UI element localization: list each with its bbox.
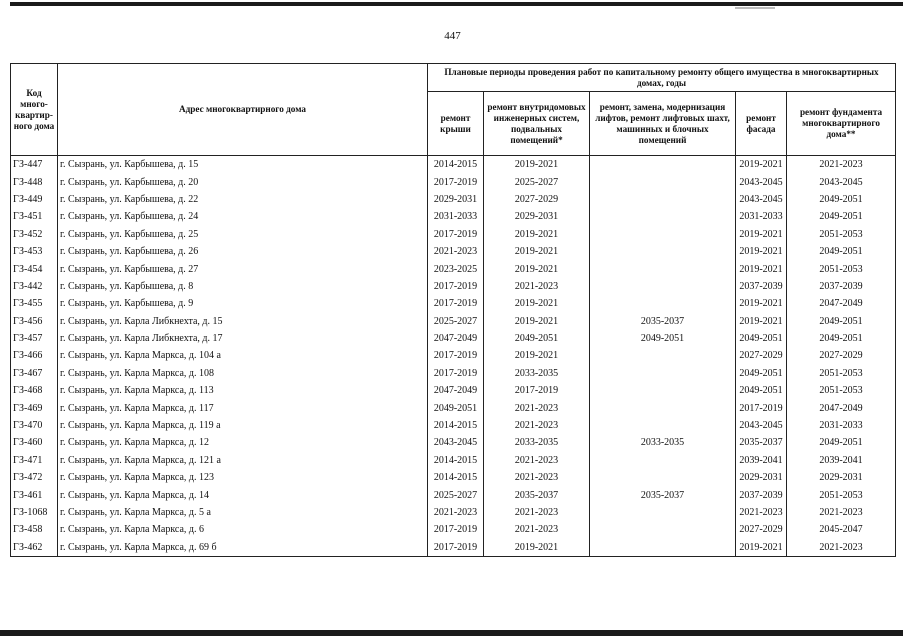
cell-foundation: 2021-2023 xyxy=(787,156,896,174)
table-row xyxy=(11,330,896,347)
table-row xyxy=(11,156,896,174)
cell-elevators xyxy=(590,452,736,469)
cell-foundation: 2039-2041 xyxy=(787,452,896,469)
cell-code: ГЗ-460 xyxy=(11,434,58,451)
cell-code: ГЗ-467 xyxy=(11,365,58,382)
table-row xyxy=(11,295,896,312)
cell-systems: 2019-2021 xyxy=(484,156,590,174)
cell-elevators xyxy=(590,365,736,382)
cell-foundation: 2049-2051 xyxy=(787,434,896,451)
cell-elevators xyxy=(590,417,736,434)
cell-foundation: 2049-2051 xyxy=(787,191,896,208)
table-row xyxy=(11,521,896,538)
cell-systems: 2019-2021 xyxy=(484,260,590,277)
cell-roof: 2017-2019 xyxy=(428,347,484,364)
cell-elevators xyxy=(590,382,736,399)
header-periods-group: Плановые периоды проведения работ по капитальному ремонту общего имущества в многоквартирных домах, годы xyxy=(428,64,896,92)
table-row xyxy=(11,208,896,225)
cell-address: г. Сызрань, ул. Карла Либкнехта, д. 17 xyxy=(58,330,428,347)
cell-systems: 2025-2027 xyxy=(484,173,590,190)
cell-systems: 2019-2021 xyxy=(484,539,590,557)
cell-elevators xyxy=(590,243,736,260)
cell-facade: 2037-2039 xyxy=(736,278,787,295)
cell-address: г. Сызрань, ул. Карбышева, д. 15 xyxy=(58,156,428,174)
capital-repair-schedule-table xyxy=(10,63,896,557)
table-row xyxy=(11,469,896,486)
table-row xyxy=(11,191,896,208)
cell-address: г. Сызрань, ул. Карбышева, д. 22 xyxy=(58,191,428,208)
cell-code: ГЗ-455 xyxy=(11,295,58,312)
cell-systems: 2021-2023 xyxy=(484,417,590,434)
cell-foundation: 2047-2049 xyxy=(787,295,896,312)
cell-code: ГЗ-468 xyxy=(11,382,58,399)
table-row xyxy=(11,313,896,330)
cell-elevators xyxy=(590,504,736,521)
scan-artifact xyxy=(735,7,775,9)
cell-facade: 2043-2045 xyxy=(736,417,787,434)
cell-foundation: 2021-2023 xyxy=(787,504,896,521)
cell-foundation: 2051-2053 xyxy=(787,382,896,399)
cell-address: г. Сызрань, ул. Карла Маркса, д. 117 xyxy=(58,399,428,416)
cell-foundation: 2029-2031 xyxy=(787,469,896,486)
cell-facade: 2035-2037 xyxy=(736,434,787,451)
cell-systems: 2021-2023 xyxy=(484,399,590,416)
cell-roof: 2017-2019 xyxy=(428,278,484,295)
cell-facade: 2039-2041 xyxy=(736,452,787,469)
cell-facade: 2031-2033 xyxy=(736,208,787,225)
cell-code: ГЗ-453 xyxy=(11,243,58,260)
cell-address: г. Сызрань, ул. Карбышева, д. 25 xyxy=(58,226,428,243)
cell-address: г. Сызрань, ул. Карбышева, д. 26 xyxy=(58,243,428,260)
cell-systems: 2029-2031 xyxy=(484,208,590,225)
header-roof: ремонт крыши xyxy=(428,92,484,156)
cell-systems: 2021-2023 xyxy=(484,469,590,486)
cell-systems: 2035-2037 xyxy=(484,486,590,503)
cell-systems: 2019-2021 xyxy=(484,243,590,260)
cell-foundation: 2043-2045 xyxy=(787,173,896,190)
cell-elevators xyxy=(590,539,736,557)
cell-foundation: 2051-2053 xyxy=(787,486,896,503)
table-row xyxy=(11,504,896,521)
header-elevators: ремонт, замена, модернизация лифтов, ремонт лифтовых шахт, машинных и блочных помещений xyxy=(590,92,736,156)
cell-facade: 2019-2021 xyxy=(736,243,787,260)
cell-systems: 2021-2023 xyxy=(484,452,590,469)
cell-elevators xyxy=(590,173,736,190)
cell-roof: 2031-2033 xyxy=(428,208,484,225)
cell-foundation: 2037-2039 xyxy=(787,278,896,295)
table-row xyxy=(11,260,896,277)
cell-facade: 2019-2021 xyxy=(736,539,787,557)
cell-code: ГЗ-452 xyxy=(11,226,58,243)
cell-address: г. Сызрань, ул. Карла Маркса, д. 5 а xyxy=(58,504,428,521)
cell-roof: 2029-2031 xyxy=(428,191,484,208)
cell-elevators xyxy=(590,226,736,243)
header-facade: ремонт фасада xyxy=(736,92,787,156)
cell-roof: 2047-2049 xyxy=(428,330,484,347)
cell-roof: 2025-2027 xyxy=(428,313,484,330)
table-row xyxy=(11,539,896,557)
cell-facade: 2043-2045 xyxy=(736,191,787,208)
cell-systems: 2017-2019 xyxy=(484,382,590,399)
cell-roof: 2017-2019 xyxy=(428,173,484,190)
cell-systems: 2027-2029 xyxy=(484,191,590,208)
cell-facade: 2021-2023 xyxy=(736,504,787,521)
cell-facade: 2027-2029 xyxy=(736,347,787,364)
header-address: Адрес многоквартирного дома xyxy=(58,64,428,156)
cell-code: ГЗ-461 xyxy=(11,486,58,503)
top-border-line xyxy=(10,2,903,6)
cell-code: ГЗ-472 xyxy=(11,469,58,486)
table-row xyxy=(11,243,896,260)
cell-code: ГЗ-447 xyxy=(11,156,58,174)
cell-code: ГЗ-1068 xyxy=(11,504,58,521)
cell-systems: 2019-2021 xyxy=(484,347,590,364)
cell-address: г. Сызрань, ул. Карбышева, д. 8 xyxy=(58,278,428,295)
cell-code: ГЗ-451 xyxy=(11,208,58,225)
cell-facade: 2049-2051 xyxy=(736,382,787,399)
cell-code: ГЗ-449 xyxy=(11,191,58,208)
cell-foundation: 2049-2051 xyxy=(787,243,896,260)
cell-foundation: 2051-2053 xyxy=(787,365,896,382)
cell-address: г. Сызрань, ул. Карбышева, д. 20 xyxy=(58,173,428,190)
cell-foundation: 2049-2051 xyxy=(787,330,896,347)
cell-foundation: 2021-2023 xyxy=(787,539,896,557)
cell-facade: 2019-2021 xyxy=(736,226,787,243)
cell-foundation: 2047-2049 xyxy=(787,399,896,416)
header-code: Код много-квартир-ного дома xyxy=(11,64,58,156)
cell-roof: 2023-2025 xyxy=(428,260,484,277)
cell-roof: 2014-2015 xyxy=(428,452,484,469)
header-systems: ремонт внутридомовых инженерных систем, подвальных помещений* xyxy=(484,92,590,156)
table-row xyxy=(11,365,896,382)
cell-foundation: 2031-2033 xyxy=(787,417,896,434)
cell-systems: 2021-2023 xyxy=(484,521,590,538)
cell-address: г. Сызрань, ул. Карла Маркса, д. 6 xyxy=(58,521,428,538)
cell-roof: 2017-2019 xyxy=(428,539,484,557)
cell-facade: 2019-2021 xyxy=(736,295,787,312)
cell-elevators xyxy=(590,278,736,295)
cell-elevators xyxy=(590,521,736,538)
cell-facade: 2017-2019 xyxy=(736,399,787,416)
table-row xyxy=(11,434,896,451)
cell-address: г. Сызрань, ул. Карла Маркса, д. 104 а xyxy=(58,347,428,364)
cell-elevators xyxy=(590,260,736,277)
cell-elevators xyxy=(590,399,736,416)
cell-facade: 2029-2031 xyxy=(736,469,787,486)
cell-roof: 2017-2019 xyxy=(428,226,484,243)
table-row xyxy=(11,399,896,416)
cell-foundation: 2049-2051 xyxy=(787,208,896,225)
cell-elevators xyxy=(590,295,736,312)
cell-facade: 2037-2039 xyxy=(736,486,787,503)
cell-address: г. Сызрань, ул. Карла Маркса, д. 113 xyxy=(58,382,428,399)
cell-address: г. Сызрань, ул. Карла Маркса, д. 12 xyxy=(58,434,428,451)
cell-roof: 2043-2045 xyxy=(428,434,484,451)
cell-elevators xyxy=(590,347,736,364)
cell-systems: 2049-2051 xyxy=(484,330,590,347)
cell-facade: 2019-2021 xyxy=(736,313,787,330)
table-row xyxy=(11,173,896,190)
cell-facade: 2019-2021 xyxy=(736,156,787,174)
cell-code: ГЗ-454 xyxy=(11,260,58,277)
cell-roof: 2017-2019 xyxy=(428,365,484,382)
cell-foundation: 2051-2053 xyxy=(787,260,896,277)
cell-address: г. Сызрань, ул. Карбышева, д. 9 xyxy=(58,295,428,312)
cell-elevators: 2049-2051 xyxy=(590,330,736,347)
cell-roof: 2014-2015 xyxy=(428,417,484,434)
cell-code: ГЗ-457 xyxy=(11,330,58,347)
cell-code: ГЗ-470 xyxy=(11,417,58,434)
cell-systems: 2033-2035 xyxy=(484,365,590,382)
cell-elevators xyxy=(590,191,736,208)
cell-roof: 2025-2027 xyxy=(428,486,484,503)
cell-foundation: 2027-2029 xyxy=(787,347,896,364)
cell-code: ГЗ-471 xyxy=(11,452,58,469)
cell-roof: 2017-2019 xyxy=(428,295,484,312)
cell-systems: 2019-2021 xyxy=(484,226,590,243)
cell-facade: 2043-2045 xyxy=(736,173,787,190)
cell-foundation: 2051-2053 xyxy=(787,226,896,243)
cell-foundation: 2045-2047 xyxy=(787,521,896,538)
page-number: 447 xyxy=(444,30,461,42)
table-row xyxy=(11,278,896,295)
cell-foundation: 2049-2051 xyxy=(787,313,896,330)
cell-elevators: 2033-2035 xyxy=(590,434,736,451)
cell-code: ГЗ-466 xyxy=(11,347,58,364)
cell-systems: 2033-2035 xyxy=(484,434,590,451)
cell-code: ГЗ-448 xyxy=(11,173,58,190)
cell-systems: 2021-2023 xyxy=(484,278,590,295)
table-row xyxy=(11,382,896,399)
cell-address: г. Сызрань, ул. Карла Маркса, д. 14 xyxy=(58,486,428,503)
cell-facade: 2049-2051 xyxy=(736,365,787,382)
cell-address: г. Сызрань, ул. Карла Маркса, д. 121 а xyxy=(58,452,428,469)
cell-address: г. Сызрань, ул. Карла Маркса, д. 69 б xyxy=(58,539,428,557)
cell-facade: 2049-2051 xyxy=(736,330,787,347)
cell-facade: 2027-2029 xyxy=(736,521,787,538)
cell-elevators: 2035-2037 xyxy=(590,313,736,330)
cell-address: г. Сызрань, ул. Карбышева, д. 27 xyxy=(58,260,428,277)
cell-roof: 2014-2015 xyxy=(428,469,484,486)
cell-elevators xyxy=(590,156,736,174)
header-foundation: ремонт фундамента многоквартирного дома** xyxy=(787,92,896,156)
cell-systems: 2019-2021 xyxy=(484,295,590,312)
cell-systems: 2021-2023 xyxy=(484,504,590,521)
table-row xyxy=(11,226,896,243)
cell-address: г. Сызрань, ул. Карла Маркса, д. 119 а xyxy=(58,417,428,434)
cell-address: г. Сызрань, ул. Карбышева, д. 24 xyxy=(58,208,428,225)
cell-roof: 2047-2049 xyxy=(428,382,484,399)
cell-roof: 2014-2015 xyxy=(428,156,484,174)
cell-code: ГЗ-458 xyxy=(11,521,58,538)
bottom-border-line xyxy=(0,630,903,636)
table-row xyxy=(11,452,896,469)
table-row xyxy=(11,417,896,434)
cell-roof: 2021-2023 xyxy=(428,243,484,260)
cell-address: г. Сызрань, ул. Карла Маркса, д. 123 xyxy=(58,469,428,486)
cell-facade: 2019-2021 xyxy=(736,260,787,277)
cell-elevators xyxy=(590,208,736,225)
cell-address: г. Сызрань, ул. Карла Либкнехта, д. 15 xyxy=(58,313,428,330)
table-row xyxy=(11,486,896,503)
table-row xyxy=(11,347,896,364)
cell-roof: 2017-2019 xyxy=(428,521,484,538)
cell-code: ГЗ-442 xyxy=(11,278,58,295)
cell-elevators xyxy=(590,469,736,486)
cell-systems: 2019-2021 xyxy=(484,313,590,330)
cell-code: ГЗ-469 xyxy=(11,399,58,416)
cell-elevators: 2035-2037 xyxy=(590,486,736,503)
cell-roof: 2021-2023 xyxy=(428,504,484,521)
cell-code: ГЗ-456 xyxy=(11,313,58,330)
cell-roof: 2049-2051 xyxy=(428,399,484,416)
cell-address: г. Сызрань, ул. Карла Маркса, д. 108 xyxy=(58,365,428,382)
cell-code: ГЗ-462 xyxy=(11,539,58,557)
